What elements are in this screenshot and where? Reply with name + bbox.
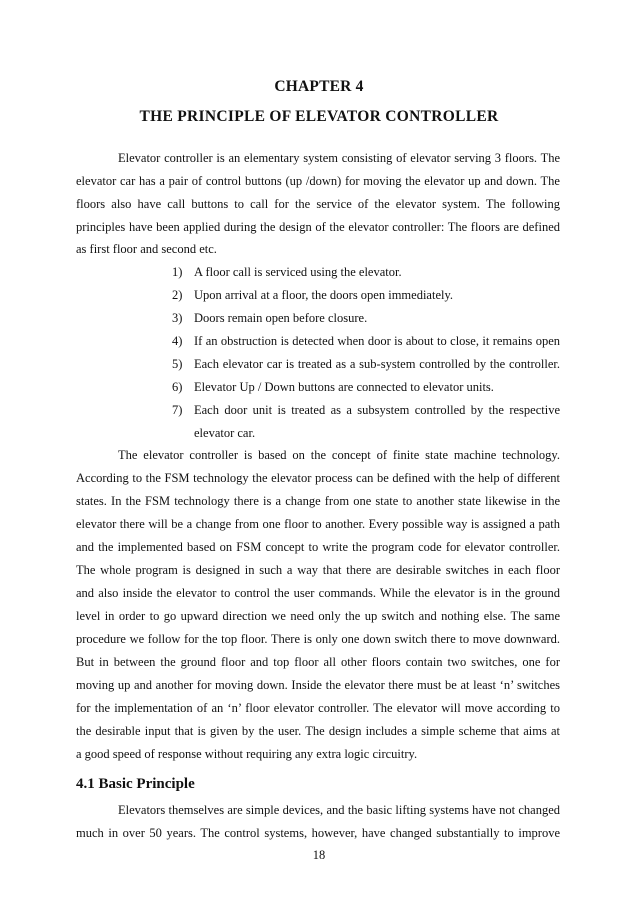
fsm-line: the desirable input that is given by the user. The design includes a simple scheme that aims at: [76, 724, 560, 738]
fsm-line: procedure we follow for the top floor. There is only one down switch there to move downward.: [76, 632, 560, 646]
fsm-line: But in between the ground floor and top floor all other floors contain two switches, one for: [76, 655, 560, 669]
intro-line: elevator car has a pair of control buttons (up /down) for moving the elevator up and down. The: [76, 174, 560, 188]
chapter-label: CHAPTER 4: [274, 78, 364, 95]
principle-number: 1): [172, 265, 183, 279]
principle-text: Upon arrival at a floor, the doors open immediately.: [194, 288, 454, 302]
fsm-line: a good speed of response without requiring any extra logic circuitry.: [76, 747, 418, 761]
section-line: much in over 50 years. The control systems, however, have changed substantially to improve: [76, 826, 560, 840]
section-heading: 4.1 Basic Principle: [76, 776, 195, 792]
fsm-line: states. In the FSM technology there is a change from one state to another state likewise in the: [76, 494, 560, 508]
fsm-line: moving up and another for moving down. Inside the elevator there must be at least ‘n’ switches: [76, 678, 560, 692]
principle-text: A floor call is serviced using the elevator.: [194, 265, 402, 279]
fsm-line: According to the FSM technology the elevator process can be defined with the help of different: [76, 471, 560, 485]
principle-number: 7): [172, 403, 183, 417]
principle-text: Doors remain open before closure.: [194, 311, 368, 325]
intro-line: as first floor and second etc.: [76, 242, 217, 256]
principle-text: Each door unit is treated as a subsystem controlled by the respective: [194, 403, 560, 417]
principle-number: 6): [172, 380, 183, 394]
principle-text: Elevator Up / Down buttons are connected to elevator units.: [194, 380, 494, 394]
fsm-line: The whole program is designed in such a way that there are desirable switches in each floor: [76, 563, 560, 577]
principle-number: 4): [172, 334, 183, 348]
fsm-line: The elevator controller is based on the concept of finite state machine technology.: [118, 448, 560, 462]
intro-line: Elevator controller is an elementary system consisting of elevator serving 3 floors. The: [118, 151, 560, 165]
intro-line: floors also have call buttons to call for the service of the elevator system. The following: [76, 197, 560, 211]
chapter-title: THE PRINCIPLE OF ELEVATOR CONTROLLER: [139, 108, 499, 125]
fsm-line: for the implementation of an ‘n’ floor elevator controller. The elevator will move according to: [76, 701, 560, 715]
principle-text-continuation: elevator car.: [194, 426, 256, 440]
fsm-line: elevator there will be a change from one floor to another. Every possible way is assigned a path: [76, 517, 560, 531]
fsm-line: and also inside the elevator to control the user commands. While the elevator is in the ground: [76, 586, 560, 600]
principle-number: 3): [172, 311, 183, 325]
principle-number: 5): [172, 357, 183, 371]
page-number: 18: [312, 848, 326, 862]
intro-line: principles have been applied during the design of the elevator controller: The floors are defined: [76, 220, 560, 234]
principle-text: If an obstruction is detected when door is about to close, it remains open: [194, 334, 560, 348]
section-line: Elevators themselves are simple devices, and the basic lifting systems have not changed: [118, 803, 560, 817]
principle-number: 2): [172, 288, 183, 302]
principle-text: Each elevator car is treated as a sub-system controlled by the controller.: [194, 357, 560, 371]
fsm-line: and the implemented based on FSM concept to write the program code for elevator controller.: [76, 540, 560, 554]
fsm-line: level in order to go upward direction we need only the up switch and nothing else. The same: [76, 609, 560, 623]
